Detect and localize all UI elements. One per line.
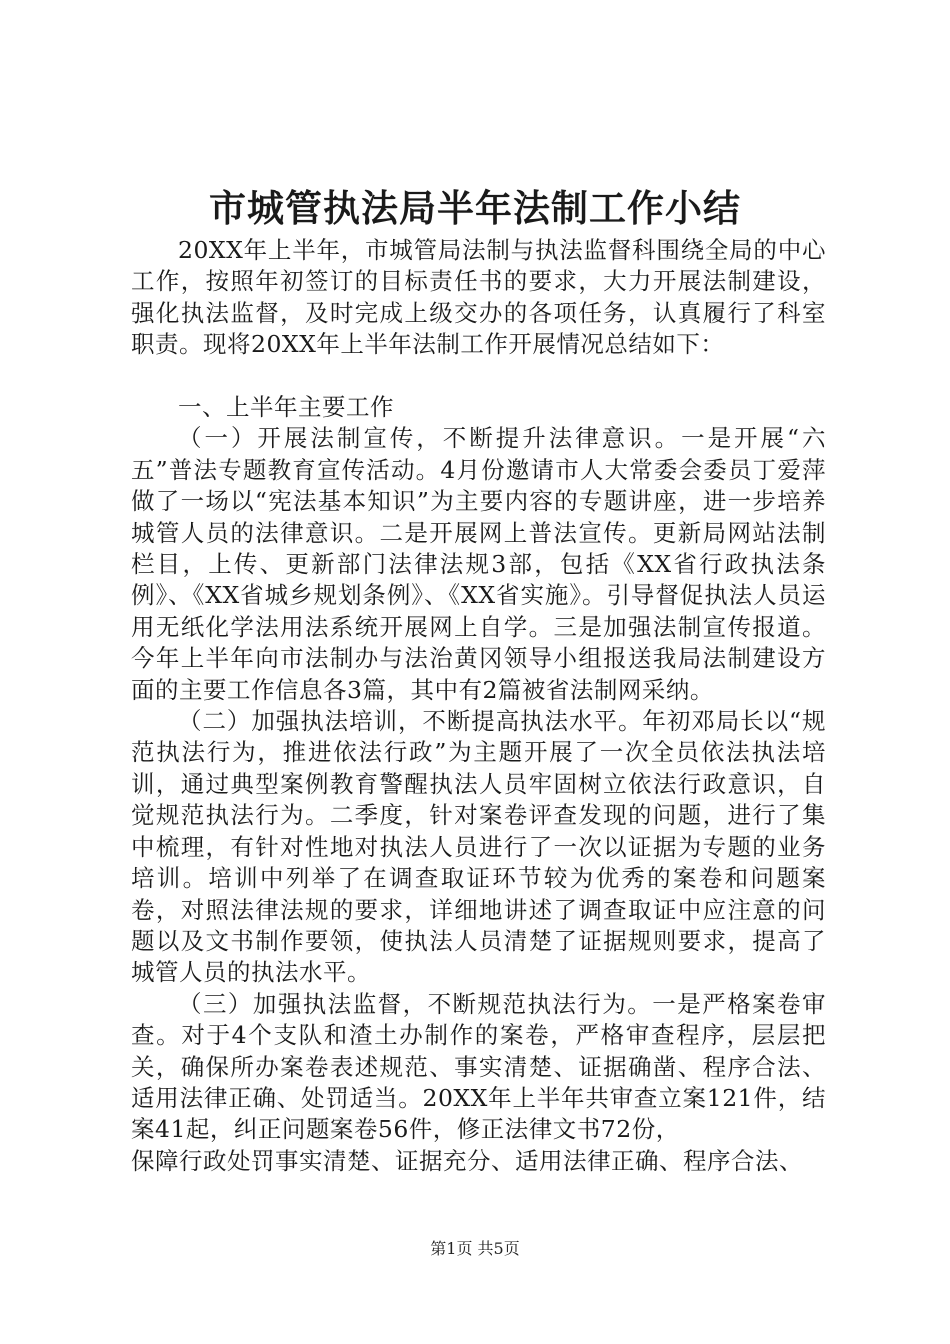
document-body <box>131 235 826 1177</box>
paragraph-training: （二）加强执法培训，不断提高执法水平。年初邓局长以“规范执法行为，推进依法行政”为主题开展了一次全员依法执法培训，通过典型案例教育警醒执法人员牢固树立依法行政意识，自觉规范执法行为。二季度，针对案卷评查发现的问题，进行了集中梳理，有针对性地对执法人员进行了一次以证据为专题的业务培训。培训中列举了在调查取证环节较为优秀的案卷和问题案卷，对照法律法规的要求，详细地讲述了调查取证中应注意的问题以及文书制作要领，使执法人员清楚了证据规则要求，提高了城管人员的执法水平。 <box>131 707 826 987</box>
document-title: 市城管执法局半年法制工作小结 <box>209 186 741 230</box>
paragraph-publicity: （一）开展法制宣传，不断提升法律意识。一是开展“六五”普法专题教育宣传活动。4月份邀请市人大常委会委员丁爱萍做了一场以“宪法基本知识”为主要内容的专题讲座，进一步培养城管人员的法律意识。二是开展网上普法宣传。更新局网站法制栏目，上传、更新部门法律法规3部，包括《XX省行政执法条例》、《XX省城乡规划条例》、《XX省实施》。引导督促执法人员运用无纸化学法用法系统开展网上自学。三是加强法制宣传报道。今年上半年向市法制办与法治黄冈领导小组报送我局法制建设方面的主要工作信息各3篇，其中有2篇被省法制网采纳。 <box>131 424 826 704</box>
paragraph-supervision: （三）加强执法监督，不断规范执法行为。一是严格案卷审查。对于4个支队和渣土办制作的案卷，严格审查程序，层层把关，确保所办案卷表述规范、事实清楚、证据确凿、程序合法、适用法律正确、处罚适当。20XX年上半年共审查立案121件，结案41起，纠正问题案卷56件，修正法律文书72份， <box>131 989 826 1144</box>
paragraph-supervision-continued: 保障行政处罚事实清楚、证据充分、适用法律正确、程序合法、 <box>131 1146 803 1175</box>
page-number-footer: 第1页 共5页 <box>430 1239 520 1258</box>
intro-paragraph: 20XX年上半年，市城管局法制与执法监督科围绕全局的中心工作，按照年初签订的目标责任书的要求，大力开展法制建设，强化执法监督，及时完成上级交办的各项任务，认真履行了科室职责。现将20XX年上半年法制工作开展情况总结如下： <box>131 236 826 359</box>
section-heading: 一、上半年主要工作 <box>178 393 394 422</box>
paragraph-spacer <box>131 361 826 392</box>
